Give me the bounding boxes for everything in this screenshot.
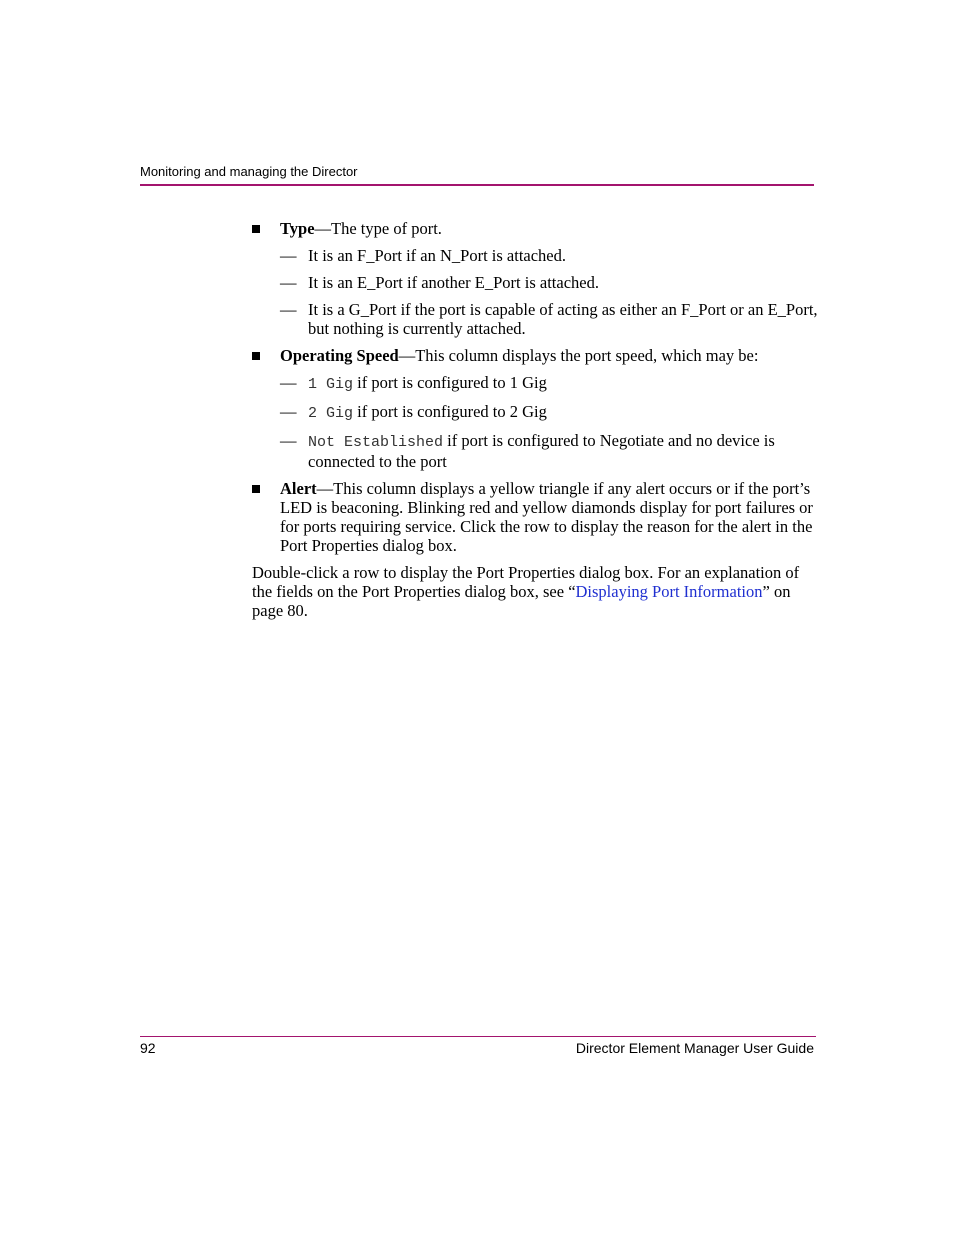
speed-sub-1	[280, 373, 818, 394]
speed-code: 2 Gig	[308, 405, 354, 422]
closing-text-after: ” on page 80.	[252, 582, 791, 620]
type-sub-1	[280, 246, 818, 265]
page-content	[252, 219, 818, 620]
dash-marker: —	[280, 431, 297, 450]
bullet-square-icon	[252, 352, 260, 360]
speed-sub-text: if port is configured to Negotiate and no device is connected to the port	[308, 431, 775, 471]
dash-marker: —	[280, 300, 297, 319]
type-desc: —The type of port.	[314, 219, 442, 238]
type-sub-text: It is an F_Port if an N_Port is attached.	[308, 246, 567, 265]
dash-marker: —	[280, 373, 297, 392]
header-rule	[140, 184, 814, 186]
bullet-type	[252, 219, 818, 238]
term-type: Type	[280, 219, 315, 238]
page-number: 92	[140, 1040, 156, 1056]
dash-marker: —	[280, 246, 297, 265]
bullet-operating-speed	[252, 346, 818, 365]
closing-text-before: Double-click a row to display the Port Properties dialog box. For an explanation of the fields on the Port Properties dialog box, see “	[252, 563, 800, 601]
dash-marker: —	[280, 402, 297, 421]
speed-sub-text: if port is configured to 1 Gig	[353, 373, 547, 392]
alert-desc: —This column displays a yellow triangle if any alert occurs or if the port’s LED is beaconing. Blinking red and yellow diamonds display for port failures or for ports requiring service. Click the row to display the reason for the alert in the Port Properties dialog box.	[280, 479, 813, 555]
type-sub-text: It is a G_Port if the port is capable of acting as either an F_Port or an E_Port, but nothing is currently attached.	[308, 300, 818, 338]
type-sub-2	[280, 273, 818, 292]
footer-rule	[140, 1036, 816, 1037]
displaying-port-information-link[interactable]: Displaying Port Information	[575, 582, 763, 601]
bullet-square-icon	[252, 225, 260, 233]
bullet-square-icon	[252, 485, 260, 493]
type-sub-text: It is an E_Port if another E_Port is attached.	[308, 273, 599, 292]
type-sub-3	[280, 300, 818, 338]
closing-paragraph	[252, 563, 818, 620]
term-alert: Alert	[280, 479, 317, 498]
speed-sub-2	[280, 402, 818, 423]
dash-marker: —	[280, 273, 297, 292]
speed-sub-text: if port is configured to 2 Gig	[353, 402, 547, 421]
bullet-alert	[252, 479, 818, 555]
term-operating-speed: Operating Speed	[280, 346, 399, 365]
speed-desc: —This column displays the port speed, which may be:	[398, 346, 759, 365]
footer-doc-title: Director Element Manager User Guide	[575, 1040, 814, 1056]
speed-code: 1 Gig	[308, 376, 354, 393]
running-header: Monitoring and managing the Director	[140, 164, 358, 179]
speed-sub-3	[280, 431, 818, 471]
speed-code: Not Established	[308, 434, 444, 451]
